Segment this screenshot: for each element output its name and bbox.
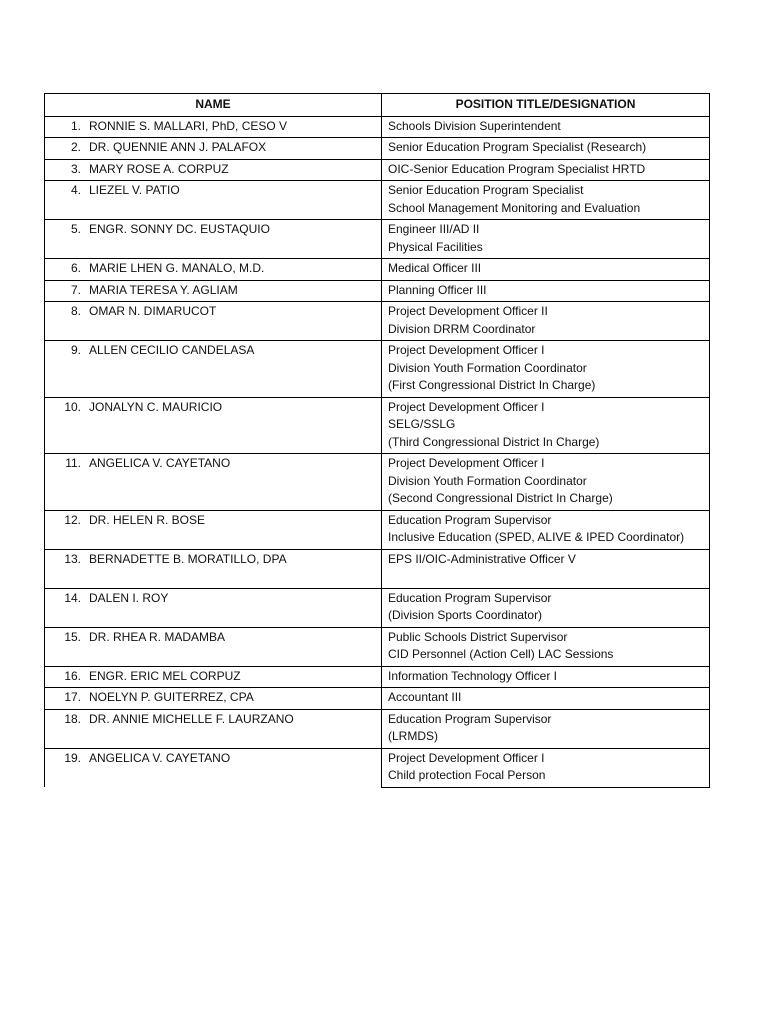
person-name: NOELYN P. GUITERREZ, CPA <box>89 690 254 704</box>
person-name: ANGELICA V. CAYETANO <box>89 456 231 470</box>
table-row <box>45 627 710 666</box>
position-line: (Third Congressional District In Charge) <box>388 434 600 449</box>
position-line: Project Development Officer II <box>388 304 548 318</box>
position-cell <box>382 748 710 787</box>
table-row <box>45 138 710 160</box>
name-cell <box>45 627 382 666</box>
table-header-row <box>45 94 710 117</box>
position-cell <box>382 588 710 627</box>
row-number: 6. <box>70 261 81 275</box>
person-name: BERNADETTE B. MORATILLO, DPA <box>89 551 287 566</box>
position-line: (First Congressional District In Charge) <box>388 378 596 392</box>
row-number: 15. <box>64 629 81 644</box>
table-row <box>45 259 710 281</box>
position-cell <box>382 549 710 588</box>
position-line: Planning Officer III <box>388 282 487 297</box>
row-number: 19. <box>64 750 81 765</box>
position-cell <box>382 302 710 341</box>
table-row <box>45 588 710 627</box>
table-row <box>45 302 710 341</box>
position-line: SELG/SSLG <box>388 417 456 431</box>
row-number: 2. <box>70 140 81 154</box>
position-line: Education Program Supervisor <box>388 590 552 605</box>
name-cell <box>45 549 382 588</box>
table-row <box>45 748 710 787</box>
position-cell <box>382 181 710 220</box>
row-number: 5. <box>70 222 81 236</box>
person-name: DALEN I. ROY <box>89 590 169 605</box>
person-name: ANGELICA V. CAYETANO <box>89 750 231 765</box>
position-line: Project Development Officer I <box>388 399 545 414</box>
position-line: Child protection Focal Person <box>388 768 546 782</box>
position-line: Education Program Supervisor <box>388 711 552 726</box>
position-line: Division DRRM Coordinator <box>388 321 536 336</box>
position-line: (Division Sports Coordinator) <box>388 608 543 622</box>
row-number: 10. <box>64 399 81 414</box>
name-column-header: NAME <box>45 94 382 117</box>
table-row <box>45 688 710 710</box>
position-line: School Management Monitoring and Evaluation <box>388 200 641 215</box>
person-name: MARY ROSE A. CORPUZ <box>89 161 229 176</box>
row-number: 18. <box>64 711 81 726</box>
table-row <box>45 510 710 549</box>
name-cell <box>45 454 382 511</box>
row-number: 16. <box>64 668 81 683</box>
position-line: (LRMDS) <box>388 729 438 743</box>
person-name: LIEZEL V. PATIO <box>89 183 180 197</box>
position-cell <box>382 688 710 710</box>
position-line: Inclusive Education (SPED, ALIVE & IPED Coordinator) <box>388 530 685 544</box>
position-cell <box>382 220 710 259</box>
position-line: Division Youth Formation Coordinator <box>388 473 587 488</box>
position-line: Senior Education Program Specialist <box>388 183 584 197</box>
person-name: DR. QUENNIE ANN J. PALAFOX <box>89 140 267 154</box>
position-line: Medical Officer III <box>388 261 482 275</box>
name-cell <box>45 181 382 220</box>
person-name: DR. ANNIE MICHELLE F. LAURZANO <box>89 711 294 726</box>
row-number: 4. <box>70 183 81 197</box>
name-cell <box>45 259 382 281</box>
table-row <box>45 549 710 588</box>
table-row <box>45 181 710 220</box>
position-cell <box>382 397 710 454</box>
person-name: MARIA TERESA Y. AGLIAM <box>89 282 238 297</box>
name-cell <box>45 748 382 787</box>
position-cell <box>382 159 710 181</box>
table-row <box>45 709 710 748</box>
position-cell <box>382 627 710 666</box>
position-cell <box>382 138 710 160</box>
position-cell <box>382 280 710 302</box>
position-line: OIC-Senior Education Program Specialist HRTD <box>388 161 646 176</box>
position-line: Accountant III <box>388 690 462 704</box>
table-row <box>45 159 710 181</box>
position-line: Senior Education Program Specialist (Research) <box>388 140 647 154</box>
position-cell <box>382 116 710 138</box>
name-cell <box>45 341 382 398</box>
name-cell <box>45 588 382 627</box>
name-cell <box>45 688 382 710</box>
person-name: DR. RHEA R. MADAMBA <box>89 629 226 644</box>
position-line: Project Development Officer I <box>388 343 545 357</box>
position-line: Engineer III/AD II <box>388 222 480 236</box>
row-number: 8. <box>70 304 81 318</box>
table-row <box>45 666 710 688</box>
table-row <box>45 397 710 454</box>
name-cell <box>45 280 382 302</box>
row-number: 17. <box>64 690 81 704</box>
row-number: 1. <box>70 118 81 133</box>
row-number: 11. <box>65 456 81 470</box>
person-name: ENGR. ERIC MEL CORPUZ <box>89 668 241 683</box>
position-cell <box>382 259 710 281</box>
personnel-table <box>44 93 710 788</box>
name-cell <box>45 116 382 138</box>
table-row <box>45 454 710 511</box>
position-line: Education Program Supervisor <box>388 512 552 527</box>
person-name: ALLEN CECILIO CANDELASA <box>89 343 255 357</box>
name-cell <box>45 709 382 748</box>
name-cell <box>45 138 382 160</box>
row-number: 12. <box>64 512 81 527</box>
position-cell <box>382 666 710 688</box>
row-number: 13. <box>64 551 81 566</box>
person-name: MARIE LHEN G. MANALO, M.D. <box>89 261 265 275</box>
row-number: 3. <box>70 161 81 176</box>
position-cell <box>382 510 710 549</box>
person-name: ENGR. SONNY DC. EUSTAQUIO <box>89 222 270 236</box>
row-number: 7. <box>70 282 81 297</box>
person-name: OMAR N. DIMARUCOT <box>89 304 217 318</box>
position-line: Physical Facilities <box>388 239 483 254</box>
position-line: EPS II/OIC-Administrative Officer V <box>388 551 576 566</box>
name-cell <box>45 666 382 688</box>
person-name: DR. HELEN R. BOSE <box>89 512 206 527</box>
position-cell <box>382 454 710 511</box>
person-name: JONALYN C. MAURICIO <box>89 399 223 414</box>
position-line: CID Personnel (Action Cell) LAC Sessions <box>388 647 614 661</box>
table-row <box>45 341 710 398</box>
position-line: Division Youth Formation Coordinator <box>388 360 587 375</box>
table-row <box>45 220 710 259</box>
position-line: Information Technology Officer I <box>388 668 557 683</box>
name-cell <box>45 220 382 259</box>
name-cell <box>45 159 382 181</box>
position-line <box>388 568 703 586</box>
position-line: Project Development Officer I <box>388 750 545 765</box>
name-cell <box>45 510 382 549</box>
position-line: (Second Congressional District In Charge) <box>388 491 613 505</box>
name-cell <box>45 302 382 341</box>
position-cell <box>382 341 710 398</box>
name-cell <box>45 397 382 454</box>
position-line: Project Development Officer I <box>388 456 545 470</box>
person-name: RONNIE S. MALLARI, PhD, CESO V <box>89 118 288 133</box>
position-cell <box>382 709 710 748</box>
row-number: 14. <box>64 590 81 605</box>
position-column-header: POSITION TITLE/DESIGNATION <box>382 94 710 117</box>
position-line: Public Schools District Supervisor <box>388 629 568 644</box>
table-row <box>45 280 710 302</box>
position-line: Schools Division Superintendent <box>388 118 561 133</box>
row-number: 9. <box>70 343 81 357</box>
table-row <box>45 116 710 138</box>
table-body <box>45 116 710 787</box>
